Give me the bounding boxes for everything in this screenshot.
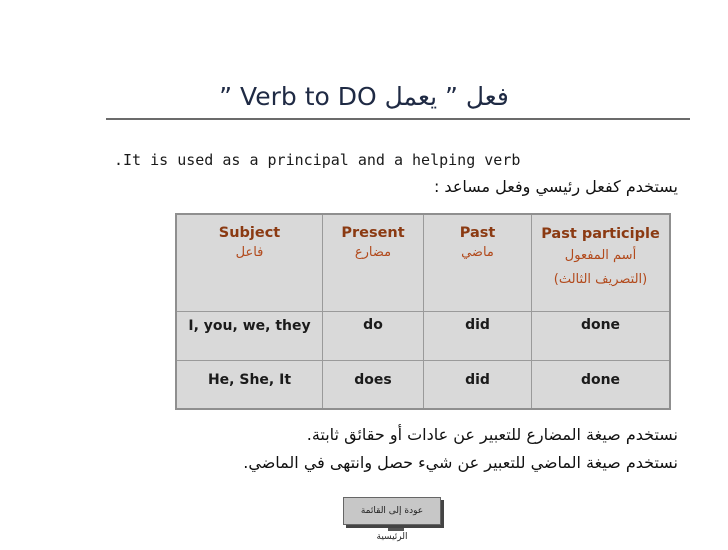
title-divider	[106, 118, 690, 120]
table-cell-past: did	[465, 372, 490, 388]
header-past-ar: ماضي	[461, 245, 494, 260]
header-participle	[532, 225, 669, 289]
header-subject	[177, 225, 322, 260]
header-participle-ar2: (التصريف الثالث)	[553, 272, 648, 287]
intro-english: .It is used as a principal and a helping verb	[114, 151, 521, 169]
home-menu-button[interactable]: عودة إلى القائمة الرئيسية	[343, 497, 441, 525]
header-present-en: Present	[341, 225, 405, 241]
row-divider	[177, 360, 669, 361]
header-present-ar: مضارع	[354, 245, 392, 260]
verb-table	[175, 213, 671, 410]
header-participle-en: Past participle	[541, 226, 660, 242]
header-past-en: Past	[459, 225, 496, 241]
header-participle-ar: أسم المفعول	[564, 248, 637, 263]
table-cell-present: does	[354, 372, 392, 388]
note-past-usage: نستخدم صيغة الماضي للتعبير عن شيء حصل وانتهى في الماضي.	[243, 453, 678, 472]
table-cell-present: do	[363, 317, 383, 333]
slide-title-text: ” Verb to DO فعل ” يعمل	[219, 82, 509, 111]
intro-arabic: يستخدم كفعل رئيسي وفعل مساعد :	[433, 177, 678, 196]
header-present	[323, 225, 423, 260]
table-cell-past: did	[465, 317, 490, 333]
table-cell-participle: done	[580, 372, 621, 388]
header-past	[424, 225, 531, 260]
row-divider	[177, 311, 669, 312]
header-subject-en: Subject	[218, 225, 281, 241]
table-cell-subject: He, She, It	[207, 372, 292, 388]
slide-title	[0, 82, 728, 111]
note-present-usage: نستخدم صيغة المضارع للتعبير عن عادات أو حقائق ثابتة.	[306, 425, 678, 444]
table-cell-subject: I, you, we, they	[188, 318, 311, 334]
header-subject-ar: فاعل	[235, 245, 264, 260]
table-cell-participle: done	[580, 317, 621, 333]
home-button-underline	[388, 528, 404, 531]
